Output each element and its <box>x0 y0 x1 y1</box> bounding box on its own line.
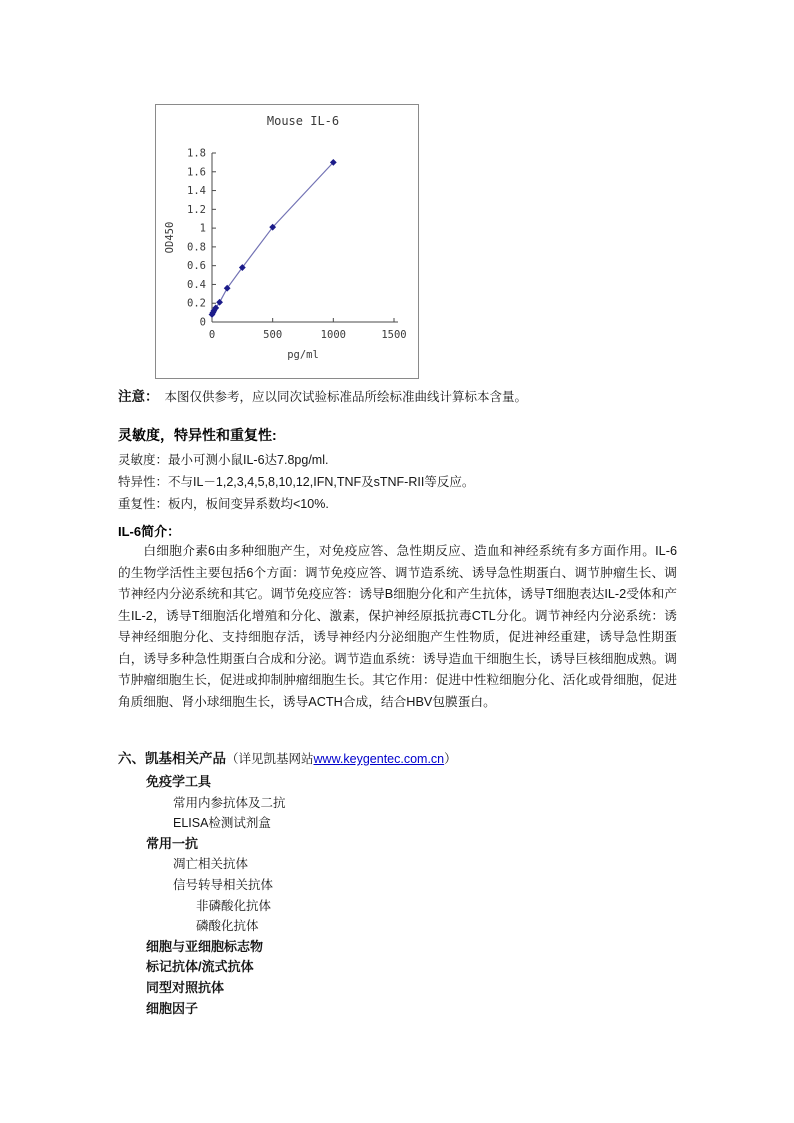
y-tick-label: 1.2 <box>187 203 206 216</box>
il6-intro-paragraph: 白细胞介素6由多种细胞产生，对免疫应答、急性期反应、造血和神经系统有多方面作用。IL-6的生物学活性主要包括6个方面：调节免疫应答、调节造系统、诱导急性期蛋白、调节肿瘤生长、调节神经内分泌系统和其它。调节免疫应答：诱导B细胞分化和产生抗体，诱导T细胞表达IL-2受体和产生IL-2，诱导T细胞活化增殖和分化、激素，保护神经原抵抗毒CTL分化。调节神经内分泌系统：诱导神经细胞分化、支持细胞存活，诱导神经内分泌细胞产生性物质，促进神经重建，诱导急性期蛋白，诱导多种急性期蛋白合成和分泌。调节造血系统：诱导造血干细胞生长，诱导巨核细胞成熟。调节肿瘤细胞生长，促进或抑制肿瘤细胞生长。其它作用：促进中性粒细胞分化、活化或骨细胞，促进角质细胞、肾小球细胞生长，诱导ACTH合成，结合HBV包膜蛋白。 <box>118 544 677 709</box>
product-item: 标记抗体/流式抗体 <box>146 959 254 975</box>
sensitivity-line: 灵敏度：最小可测小鼠IL-6达7.8pg/ml. <box>118 453 329 467</box>
y-tick-label: 1.8 <box>187 147 206 160</box>
product-item: 细胞与亚细胞标志物 <box>146 938 264 954</box>
product-item: 非磷酸化抗体 <box>196 898 272 913</box>
repeatability-line: 重复性：板内，板间变异系数均<10%. <box>118 497 329 511</box>
product-item: 凋亡相关抗体 <box>173 857 249 872</box>
reference-note <box>118 387 683 407</box>
chart-title: Mouse IL-6 <box>266 114 340 128</box>
product-item: 细胞因子 <box>146 1000 199 1016</box>
product-item: 信号转导相关抗体 <box>173 877 274 892</box>
y-tick-label: 0 <box>199 316 206 329</box>
spec-lines <box>118 449 474 515</box>
related-products-heading <box>118 747 457 767</box>
product-item: ELISA检测试剂盒 <box>173 816 271 831</box>
y-tick-label: 0.6 <box>187 260 206 273</box>
product-item: 常用一抗 <box>146 835 199 851</box>
related-products-paren-open: （详见凯基网站 <box>226 752 314 766</box>
related-products-paren-close: ） <box>444 752 457 766</box>
keygentec-website-link[interactable]: www.keygentec.com.cn <box>313 752 445 766</box>
standard-curve-chart <box>155 104 419 379</box>
y-tick-label: 0.4 <box>187 278 206 291</box>
curve-line <box>212 162 333 314</box>
product-item: 同型对照抗体 <box>146 979 225 995</box>
y-tick-label: 1.6 <box>187 166 206 179</box>
y-tick-label: 1 <box>199 222 206 235</box>
standard-curve-svg <box>156 105 418 378</box>
y-tick-label: 0.2 <box>187 297 206 310</box>
x-axis-label: pg/ml <box>287 349 319 361</box>
specificity-line: 特异性：不与IL－1,2,3,4,5,8,10,12,IFN,TNF及sTNF-RII等反应。 <box>118 475 475 489</box>
product-item: 磷酸化抗体 <box>196 919 259 934</box>
note-label: 注意： <box>118 389 159 404</box>
x-tick-label: 0 <box>208 329 216 341</box>
sensitivity-section-heading: 灵敏度，特异性和重复性: <box>118 427 277 443</box>
related-products-heading-bold: 六、凯基相关产品 <box>118 751 226 766</box>
data-point-marker <box>216 299 223 306</box>
product-item: 免疫学工具 <box>146 774 212 789</box>
y-tick-label: 0.8 <box>187 241 206 254</box>
intro-section-heading: IL-6简介： <box>118 524 181 539</box>
x-tick-label: 500 <box>263 329 283 341</box>
y-tick-label: 1.4 <box>187 185 206 198</box>
product-item: 常用内参抗体及二抗 <box>173 795 286 810</box>
product-list <box>118 772 286 1019</box>
x-tick-label: 1500 <box>381 329 407 341</box>
x-tick-label: 1000 <box>320 329 346 341</box>
note-text: 本图仅供参考，应以同次试验标准品所绘标准曲线计算标本含量。 <box>164 390 528 404</box>
y-axis-label: OD450 <box>164 221 176 254</box>
